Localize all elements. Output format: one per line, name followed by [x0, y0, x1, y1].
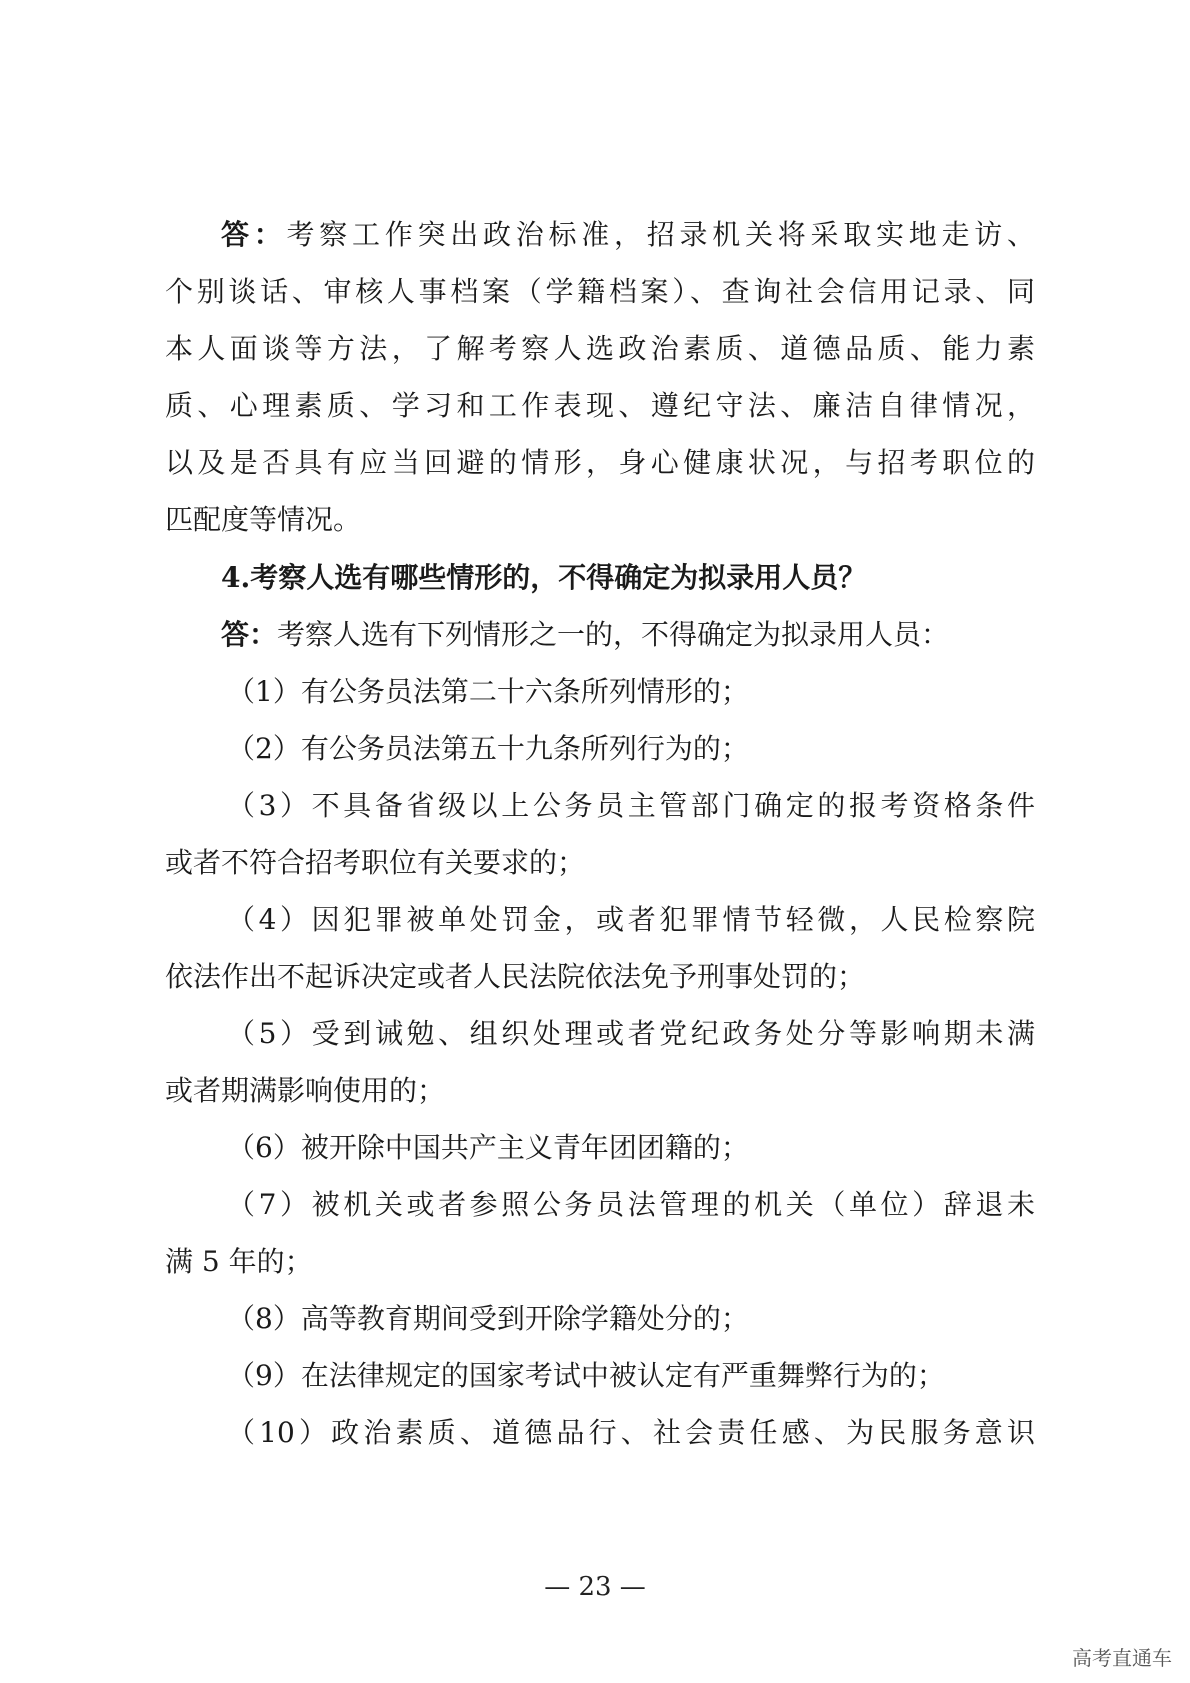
- list-item: （6）被开除中国共产主义青年团团籍的；: [227, 1131, 749, 1164]
- list-item-continuation: 满 5 年的；: [165, 1245, 313, 1278]
- answer-paragraph-line: 以及是否具有应当回避的情形，身心健康状况，与招考职位的: [165, 446, 1035, 479]
- list-item: （4）因犯罪被单处罚金，或者犯罪情节轻微，人民检察院: [227, 903, 1035, 936]
- answer-label: 答：: [221, 618, 278, 651]
- answer-paragraph-line: 质、心理素质、学习和工作表现、遵纪守法、廉洁自律情况，: [165, 389, 1035, 422]
- answer-paragraph-line: 个别谈话、审核人事档案（学籍档案）、查询社会信用记录、同: [165, 275, 1035, 308]
- list-item: （8）高等教育期间受到开除学籍处分的；: [227, 1302, 749, 1335]
- watermark: 高考直通车: [1072, 1646, 1172, 1670]
- list-item-continuation: 或者不符合招考职位有关要求的；: [165, 846, 586, 879]
- answer-intro: 答：考察人选有下列情形之一的，不得确定为拟录用人员：: [221, 618, 950, 651]
- list-item: （1）有公务员法第二十六条所列情形的；: [227, 675, 749, 708]
- list-item: （10）政治素质、道德品行、社会责任感、为民服务意识: [227, 1416, 1035, 1449]
- list-item-continuation: 依法作出不起诉决定或者人民法院依法免予刑事处罚的；: [165, 960, 866, 993]
- list-item-continuation: 或者期满影响使用的；: [165, 1074, 446, 1107]
- list-item: （3）不具备省级以上公务员主管部门确定的报考资格条件: [227, 789, 1035, 822]
- list-item: （9）在法律规定的国家考试中被认定有严重舞弊行为的；: [227, 1359, 945, 1392]
- answer-paragraph-line: 本人面谈等方法，了解考察人选政治素质、道德品质、能力素: [165, 332, 1035, 365]
- question-heading: 4.考察人选有哪些情形的，不得确定为拟录用人员？: [221, 561, 867, 594]
- list-item: （7）被机关或者参照公务员法管理的机关（单位）辞退未: [227, 1188, 1035, 1221]
- list-item: （2）有公务员法第五十九条所列行为的；: [227, 732, 749, 765]
- page-number: — 23 —: [544, 1572, 646, 1602]
- answer-paragraph-line: 匹配度等情况。: [165, 503, 362, 536]
- list-item: （5）受到诫勉、组织处理或者党纪政务处分等影响期未满: [227, 1017, 1035, 1050]
- document-body: [165, 206, 1035, 1461]
- answer-paragraph-line: 答：考察工作突出政治标准，招录机关将采取实地走访、: [221, 218, 1035, 251]
- answer-label: 答：: [221, 218, 287, 251]
